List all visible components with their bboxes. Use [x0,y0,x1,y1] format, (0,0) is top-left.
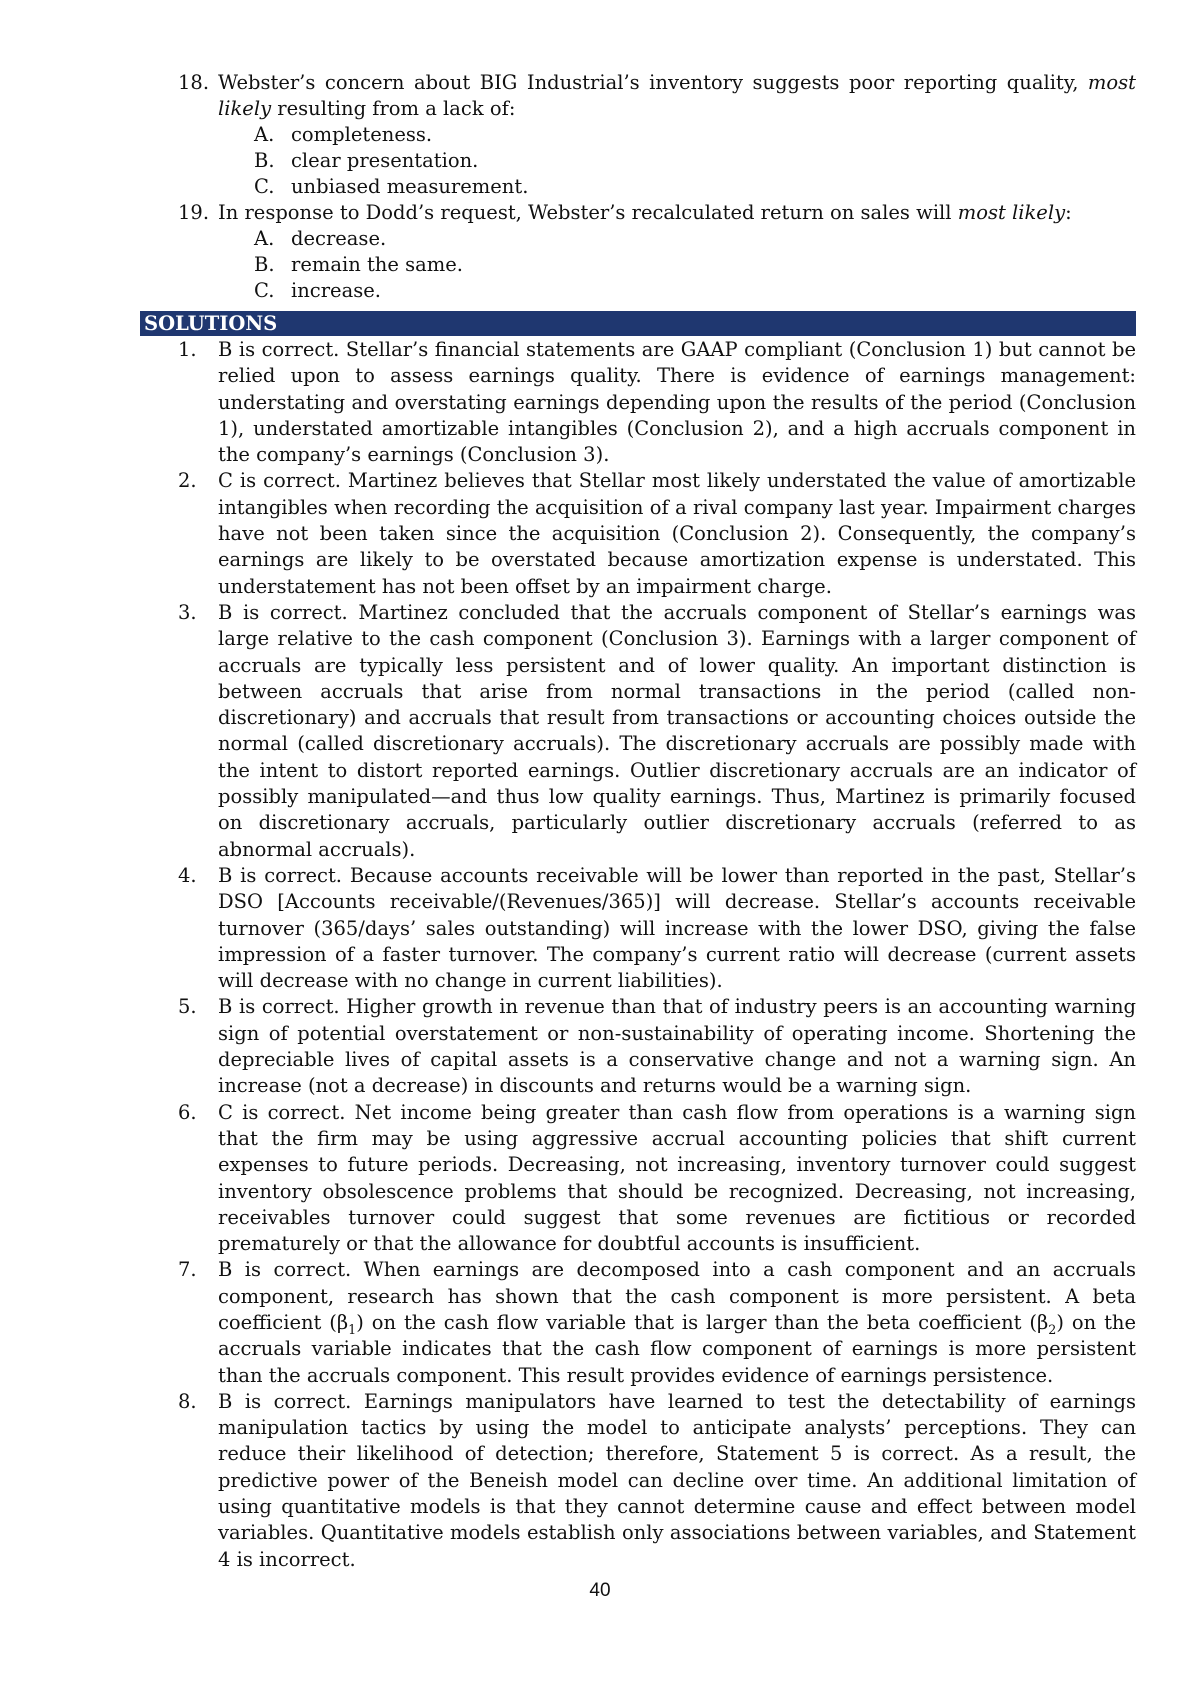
question-18 [178,70,1136,200]
option-letter: C. [254,279,275,302]
question-stem [218,201,1072,224]
stem-emphasis: most likely [957,201,1066,224]
option-text: unbiased measurement. [291,175,529,198]
solution-item [178,337,1136,468]
option-b [254,252,1136,278]
solution-text: B is correct. Martinez concluded that the accruals component of Stellar’s earnings was large relative to the cash component (Conclusion 3). Earnings with a larger component of accruals are typically less persistent and of lower quality. An important distinction is between accruals that arise from normal transactions in the period (called non-discretionary) and accruals that result from transactions or accounting choices outside the normal (called discretionary accruals). The discretionary accruals are possibly made with the intent to distort reported earnings. Outlier discretionary accruals are an indicator of possibly manipulated—and thus low quality earnings. Thus, Martinez is primarily focused on discretionary accruals, particularly outlier discretionary accruals (referred to as abnormal accruals). [218,600,1136,861]
question-19 [178,200,1136,304]
option-c [254,174,1136,200]
solution-number: 8. [178,1389,197,1413]
option-text: increase. [291,279,381,302]
solution-item [178,994,1136,1099]
solution-text [218,1258,1136,1386]
option-c [254,278,1136,304]
page-number: 40 [589,1580,611,1601]
solution-item [178,1389,1136,1573]
solution-item [178,600,1136,863]
solution-number: 2. [178,469,197,493]
solutions-list [178,337,1136,1573]
option-letter: B. [254,253,275,276]
solution-number: 6. [178,1100,197,1124]
solutions-heading: SOLUTIONS [140,311,1136,336]
option-letter: C. [254,175,275,198]
option-letter: B. [254,149,275,172]
stem-text-end: resulting from a lack of: [271,97,516,120]
solution-number: 3. [178,600,197,624]
solution-text: B is correct. Stellar’s financial statements are GAAP compliant (Conclusion 1) but cannot be relied upon to assess earnings quality. There is evidence of earnings management: understating and overstating earnings depending upon the results of the period (Conclusion 1), understated amortizable intangibles (Conclusion 2), and a high accruals component in the company’s earnings (Conclusion 3). [218,338,1136,467]
answer-options [254,226,1136,304]
solution-item [178,468,1136,599]
option-text: decrease. [291,227,387,250]
stem-text: In response to Dodd’s request, Webster’s recalculated return on sales will [218,201,958,224]
solution-text: B is correct. Higher growth in revenue than that of industry peers is an accounting warning sign of potential overstatement or non-sustainability of operating income. Shortening the depreciable lives of capital assets is a conservative change and not a warning sign. An increase (not a decrease) in discounts and returns would be a warning sign. [218,995,1136,1098]
solution-item [178,1100,1136,1258]
option-letter: A. [254,123,275,146]
solution-text: C is correct. Net income being greater than cash flow from operations is a warning sign that the firm may be using aggressive accrual accounting policies that shift current expenses to future periods. Decreasing, not increasing, inventory turnover could suggest inventory obsolescence problems that should be recognized. Decreasing, not increasing, receivables turnover could suggest that some revenues are fictitious or recorded prematurely or that the allowance for doubtful accounts is insufficient. [218,1100,1136,1256]
subscript: 1 [348,1321,357,1337]
option-b [254,148,1136,174]
question-number: 18. [178,71,210,94]
option-a [254,226,1136,252]
solution-text: C is correct. Martinez believes that Stellar most likely understated the value of amortizable intangibles when recording the acquisition of a rival company last year. Impairment charges have not been taken since the acquisition (Conclusion 2). Consequently, the company’s earnings are likely to be overstated because amortization expense is understated. This understatement has not been offset by an impairment charge. [218,469,1136,598]
text-part: ) on the cash flow variable that is larger than the beta coefficient (β [356,1310,1049,1334]
option-a [254,122,1136,148]
solution-text: B is correct. Because accounts receivable will be lower than reported in the past, Stellar’s DSO [Accounts receivable/(Revenues/365)] will decrease. Stellar’s accounts receivable turnover (365/days’ sales outstanding) will increase with the lower DSO, giving the false impression of a faster turnover. The company’s current ratio will decrease (current assets will decrease with no change in current liabilities). [218,863,1136,993]
subscript: 2 [1048,1321,1057,1337]
option-text: remain the same. [291,253,463,276]
solution-item [178,863,1136,994]
text-part: B is correct. When earnings are decomposed into a cash component and an accruals component, research has shown that the cash component is more persistent. A beta coefficient (β [218,1258,1136,1334]
question-stem [218,71,1136,120]
stem-text-end: : [1065,201,1072,224]
question-list [178,70,1136,304]
option-letter: A. [254,227,275,250]
stem-text: Webster’s concern about BIG Industrial’s inventory suggests poor reporting quality, [218,71,1088,94]
text-part: ) on the accruals variable indicates that the cash flow component of earnings is more persistent than the accruals component. This result provides evidence of earnings persistence. [218,1310,1136,1387]
solution-text: B is correct. Earnings manipulators have learned to test the detectability of earnings manipulation tactics by using the model to anticipate analysts’ perceptions. They can reduce their likelihood of detection; therefore, Statement 5 is correct. As a result, the predictive power of the Beneish model can decline over time. An additional limitation of using quantitative models is that they cannot determine cause and effect between model variables. Quantitative models establish only associations between variables, and Statement 4 is incorrect. [218,1389,1136,1571]
option-text: clear presentation. [291,149,479,172]
solution-number: 5. [178,995,197,1019]
stem-emphasis: most likely [218,71,1136,120]
solution-item [178,1257,1136,1388]
option-text: completeness. [291,123,433,146]
solution-number: 4. [178,863,197,887]
answer-options [254,122,1136,200]
solution-number: 1. [178,338,197,361]
question-number: 19. [178,201,210,224]
solution-number: 7. [178,1258,197,1282]
